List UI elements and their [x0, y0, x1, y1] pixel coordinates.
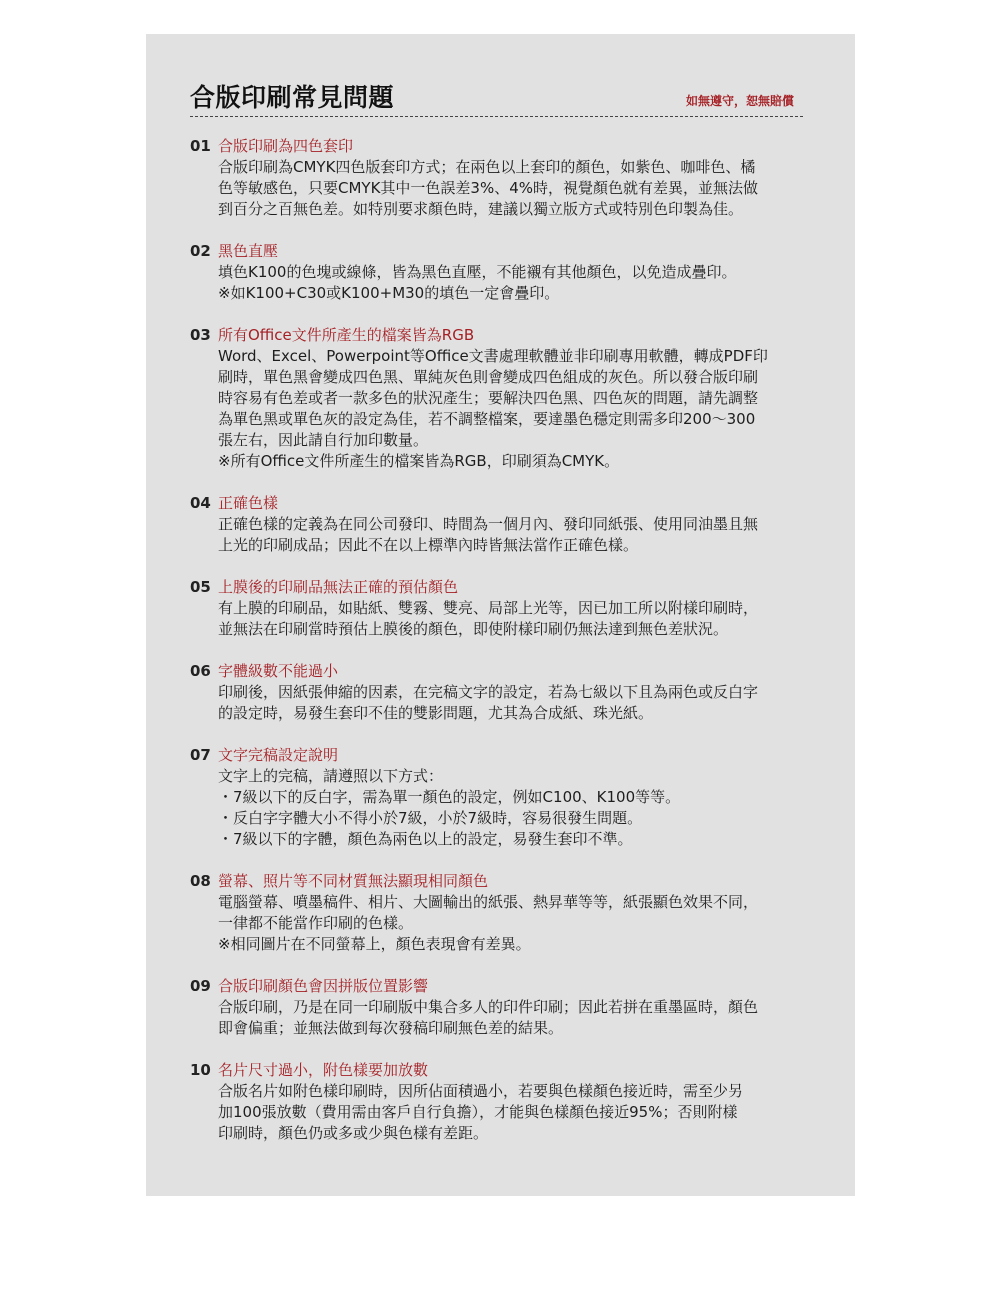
faq-question [190, 660, 810, 682]
faq-title: 螢幕、照片等不同材質無法顯現相同顏色 [218, 872, 489, 890]
faq-line: 即會偏重；並無法做到每次發稿印刷無色差的結果。 [218, 1019, 564, 1037]
faq-title: 名片尺寸過小，附色樣要加放數 [218, 1061, 429, 1079]
faq-answer [218, 346, 810, 472]
faq-number: 03 [190, 326, 211, 344]
faq-number: 05 [190, 578, 211, 596]
faq-answer [218, 598, 810, 640]
faq-answer [218, 682, 810, 724]
faq-answer [218, 262, 810, 304]
faq-title: 文字完稿設定說明 [218, 746, 339, 764]
faq-item-05 [190, 576, 810, 640]
faq-answer [218, 766, 810, 850]
faq-line: 到百分之百無色差。如特別要求顏色時，建議以獨立版方式或特別色印製為佳。 [218, 200, 744, 218]
faq-line: 電腦螢幕、噴墨稿件、相片、大圖輸出的紙張、熱昇華等等，紙張顯色效果不同， [218, 893, 759, 911]
faq-item-07 [190, 744, 810, 850]
faq-line: 刷時，單色黑會變成四色黑、單純灰色則會變成四色組成的灰色。所以發合版印刷 [218, 368, 759, 386]
faq-item-09 [190, 975, 810, 1039]
faq-line: ※如K100+C30或K100+M30的填色一定會疊印。 [218, 284, 560, 302]
faq-panel [146, 34, 855, 1196]
faq-line: 張左右，因此請自行加印數量。 [218, 431, 429, 449]
faq-question [190, 1059, 810, 1081]
faq-line: ・反白字字體大小不得小於7級，小於7級時，容易很發生問題。 [218, 809, 643, 827]
faq-line: 並無法在印刷當時預估上膜後的顏色，即使附樣印刷仍無法達到無色差狀況。 [218, 620, 729, 638]
faq-line: 為單色黑或單色灰的設定為佳，若不調整檔案，要達墨色穩定則需多印200～300 [218, 410, 756, 428]
faq-item-10 [190, 1059, 810, 1144]
faq-line: 加100張放數（費用需由客戶自行負擔），才能與色樣顏色接近95%；否則附樣 [218, 1103, 738, 1121]
faq-title: 所有Office文件所產生的檔案皆為RGB [218, 326, 475, 344]
faq-question [190, 744, 810, 766]
faq-number: 01 [190, 137, 211, 155]
faq-title: 合版印刷顏色會因拼版位置影響 [218, 977, 429, 995]
faq-question [190, 492, 810, 514]
faq-question [190, 135, 810, 157]
faq-number: 06 [190, 662, 211, 680]
faq-question [190, 870, 810, 892]
faq-item-08 [190, 870, 810, 955]
faq-line: 合版名片如附色樣印刷時，因所佔面積過小，若要與色樣顏色接近時，需至少另 [218, 1082, 744, 1100]
faq-line: 合版印刷，乃是在同一印刷版中集合多人的印件印刷；因此若拼在重墨區時，顏色 [218, 998, 759, 1016]
faq-title: 黑色直壓 [218, 242, 279, 260]
faq-title: 正確色樣 [218, 494, 279, 512]
faq-number: 02 [190, 242, 211, 260]
faq-number: 08 [190, 872, 211, 890]
faq-line: ※相同圖片在不同螢幕上，顏色表現會有差異。 [218, 935, 531, 953]
faq-item-06 [190, 660, 810, 724]
faq-line: 上光的印刷成品；因此不在以上標準內時皆無法當作正確色樣。 [218, 536, 639, 554]
faq-answer [218, 157, 810, 220]
faq-answer [218, 997, 810, 1039]
faq-number: 07 [190, 746, 211, 764]
faq-item-04 [190, 492, 810, 556]
faq-title: 合版印刷為四色套印 [218, 137, 354, 155]
faq-item-01 [190, 135, 810, 220]
faq-question [190, 324, 810, 346]
faq-line: 一律都不能當作印刷的色樣。 [218, 914, 414, 932]
faq-item-03 [190, 324, 810, 472]
faq-title: 上膜後的印刷品無法正確的預估顏色 [218, 578, 459, 596]
faq-line: 時容易有色差或者一款多色的狀況產生；要解決四色黑、四色灰的問題，請先調整 [218, 389, 759, 407]
faq-line: 色等敏感色，只要CMYK其中一色誤差3%、4%時，視覺顏色就有差異，並無法做 [218, 179, 759, 197]
faq-question [190, 975, 810, 997]
faq-line: ※所有Office文件所產生的檔案皆為RGB，印刷須為CMYK。 [218, 452, 620, 470]
dashed-divider [190, 116, 803, 117]
disclaimer: 如無遵守，恕無賠償 [685, 94, 794, 108]
faq-item-02 [190, 240, 810, 304]
faq-line: 填色K100的色塊或線條，皆為黑色直壓，不能襯有其他顏色，以免造成疊印。 [218, 263, 737, 281]
header [190, 78, 802, 118]
faq-title: 字體級數不能過小 [218, 662, 339, 680]
page-title: 合版印刷常見問題 [190, 83, 395, 112]
faq-number: 04 [190, 494, 211, 512]
faq-question [190, 576, 810, 598]
faq-line: 印刷後，因紙張伸縮的因素，在完稿文字的設定，若為七級以下且為兩色或反白字 [218, 683, 759, 701]
faq-line: 文字上的完稿，請遵照以下方式： [218, 767, 444, 785]
faq-question [190, 240, 810, 262]
faq-line: 合版印刷為CMYK四色版套印方式；在兩色以上套印的顏色，如紫色、咖啡色、橘 [218, 158, 756, 176]
faq-answer [218, 1081, 810, 1144]
faq-line: 有上膜的印刷品，如貼紙、雙霧、雙亮、局部上光等，因已加工所以附樣印刷時， [218, 599, 759, 617]
faq-line: 印刷時，顏色仍或多或少與色樣有差距。 [218, 1124, 489, 1142]
faq-number: 10 [190, 1061, 211, 1079]
faq-line: 正確色樣的定義為在同公司發印、時間為一個月內、發印同紙張、使用同油墨且無 [218, 515, 759, 533]
faq-line: ・7級以下的反白字，需為單一顏色的設定，例如C100、K100等等。 [218, 788, 681, 806]
faq-answer [218, 892, 810, 955]
faq-answer [218, 514, 810, 556]
faq-line: Word、Excel、Powerpoint等Office文書處理軟體並非印刷專用軟體，轉成PDF印 [218, 347, 768, 365]
faq-line: 的設定時，易發生套印不佳的雙影問題，尤其為合成紙、珠光紙。 [218, 704, 654, 722]
faq-number: 09 [190, 977, 211, 995]
faq-line: ・7級以下的字體，顏色為兩色以上的設定，易發生套印不準。 [218, 830, 633, 848]
